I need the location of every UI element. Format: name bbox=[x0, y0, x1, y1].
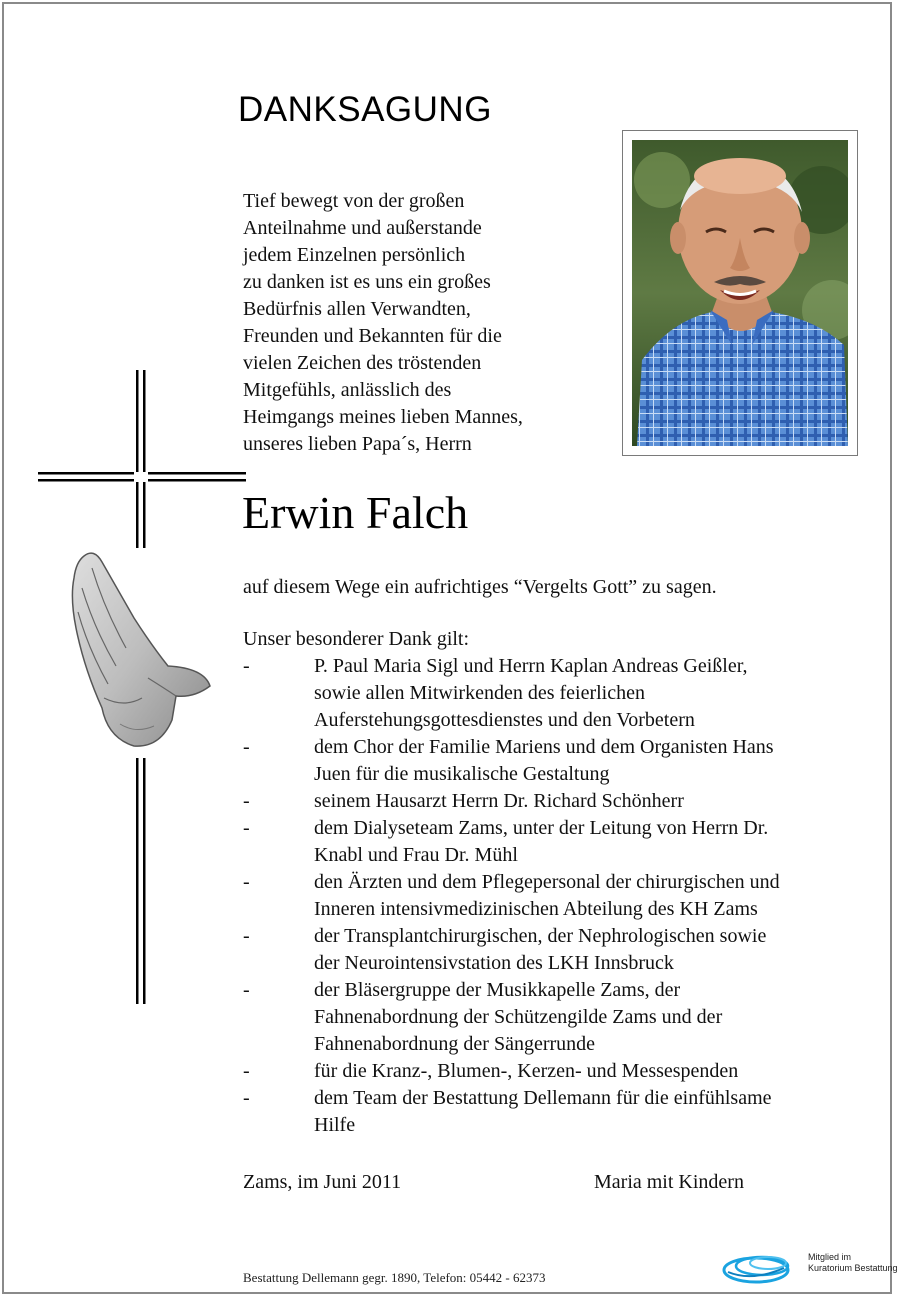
thanks-item bbox=[243, 815, 873, 869]
thanks-line: dem Chor der Familie Mariens und dem Organisten Hans bbox=[314, 736, 774, 758]
intro-line: vielen Zeichen des tröstenden bbox=[243, 352, 482, 374]
bullet-dash: - bbox=[243, 790, 250, 812]
thanks-line: dem Team der Bestattung Dellemann für die einfühlsame bbox=[314, 1087, 772, 1109]
thanks-line: Fahnenabordnung der Sängerrunde bbox=[314, 1033, 596, 1055]
thanks-line: dem Dialyseteam Zams, unter der Leitung von Herrn Dr. bbox=[314, 817, 769, 839]
thanks-list bbox=[243, 653, 873, 1139]
bullet-dash: - bbox=[243, 925, 250, 947]
bullet-dash: - bbox=[243, 655, 250, 677]
thanks-item bbox=[243, 869, 873, 923]
bullet-dash: - bbox=[243, 1060, 250, 1082]
thanks-line: den Ärzten und dem Pflegepersonal der chirurgischen und bbox=[314, 871, 780, 893]
thanks-item bbox=[243, 977, 873, 1058]
intro-line: Freunden und Bekannten für die bbox=[243, 325, 502, 347]
thanks-line: sowie allen Mitwirkenden des feierlichen bbox=[314, 682, 645, 704]
thanks-line: Knabl und Frau Dr. Mühl bbox=[314, 844, 518, 866]
thanks-line: seinem Hausarzt Herrn Dr. Richard Schönherr bbox=[314, 790, 684, 812]
footer-text: Bestattung Dellemann gegr. 1890, Telefon: 05442 - 62373 bbox=[243, 1270, 546, 1285]
place-date: Zams, im Juni 2011 bbox=[243, 1171, 402, 1193]
thanks-phrase: auf diesem Wege ein aufrichtiges “Vergelts Gott” zu sagen. bbox=[243, 576, 717, 598]
thanks-item bbox=[243, 1085, 873, 1139]
page-title: DANKSAGUNG bbox=[238, 90, 492, 129]
intro-text bbox=[243, 188, 603, 458]
thanks-line: Inneren intensivmedizinischen Abteilung des KH Zams bbox=[314, 898, 758, 920]
intro-line: Tief bewegt von der großen bbox=[243, 190, 465, 212]
thanks-item bbox=[243, 653, 873, 734]
deceased-name: Erwin Falch bbox=[242, 487, 469, 538]
thanks-item bbox=[243, 788, 873, 815]
logo-caption bbox=[808, 1252, 898, 1274]
kuratorium-logo-icon bbox=[722, 1248, 808, 1286]
intro-line: jedem Einzelnen persönlich bbox=[243, 244, 466, 266]
portrait-frame bbox=[622, 130, 858, 456]
thanks-item bbox=[243, 923, 873, 977]
intro-line: unseres lieben Papa´s, Herrn bbox=[243, 433, 472, 455]
thanks-line: Hilfe bbox=[314, 1114, 356, 1136]
bullet-dash: - bbox=[243, 1087, 250, 1109]
intro-line: Anteilnahme und außerstande bbox=[243, 217, 482, 239]
bullet-dash: - bbox=[243, 979, 250, 1001]
logo-line: Kuratorium Bestattung bbox=[808, 1263, 898, 1273]
logo-line: Mitglied im bbox=[808, 1252, 852, 1262]
thanks-line: Auferstehungsgottesdienstes und den Vorbetern bbox=[314, 709, 695, 731]
signature: Maria mit Kindern bbox=[594, 1171, 744, 1193]
intro-line: Mitgefühls, anlässlich des bbox=[243, 379, 452, 401]
intro-line: zu danken ist es uns ein großes bbox=[243, 271, 491, 293]
thanks-item bbox=[243, 1058, 873, 1085]
thanks-line: P. Paul Maria Sigl und Herrn Kaplan Andreas Geißler, bbox=[314, 655, 748, 677]
portrait-photo bbox=[632, 140, 848, 446]
bullet-dash: - bbox=[243, 736, 250, 758]
thanks-line: für die Kranz-, Blumen-, Kerzen- und Messespenden bbox=[314, 1060, 739, 1082]
thanks-line: Fahnenabordnung der Schützengilde Zams und der bbox=[314, 1006, 723, 1028]
praying-hands-icon bbox=[64, 548, 214, 758]
thanks-line: Juen für die musikalische Gestaltung bbox=[314, 763, 610, 785]
thanks-line: der Neurointensivstation des LKH Innsbruck bbox=[314, 952, 674, 974]
thanks-line: der Transplantchirurgischen, der Nephrologischen sowie bbox=[314, 925, 767, 947]
thanks-heading: Unser besonderer Dank gilt: bbox=[243, 628, 470, 650]
bullet-dash: - bbox=[243, 817, 250, 839]
thanks-item bbox=[243, 734, 873, 788]
intro-line: Heimgangs meines lieben Mannes, bbox=[243, 406, 523, 428]
intro-line: Bedürfnis allen Verwandten, bbox=[243, 298, 471, 320]
thanks-line: der Bläsergruppe der Musikkapelle Zams, der bbox=[314, 979, 681, 1001]
bullet-dash: - bbox=[243, 871, 250, 893]
